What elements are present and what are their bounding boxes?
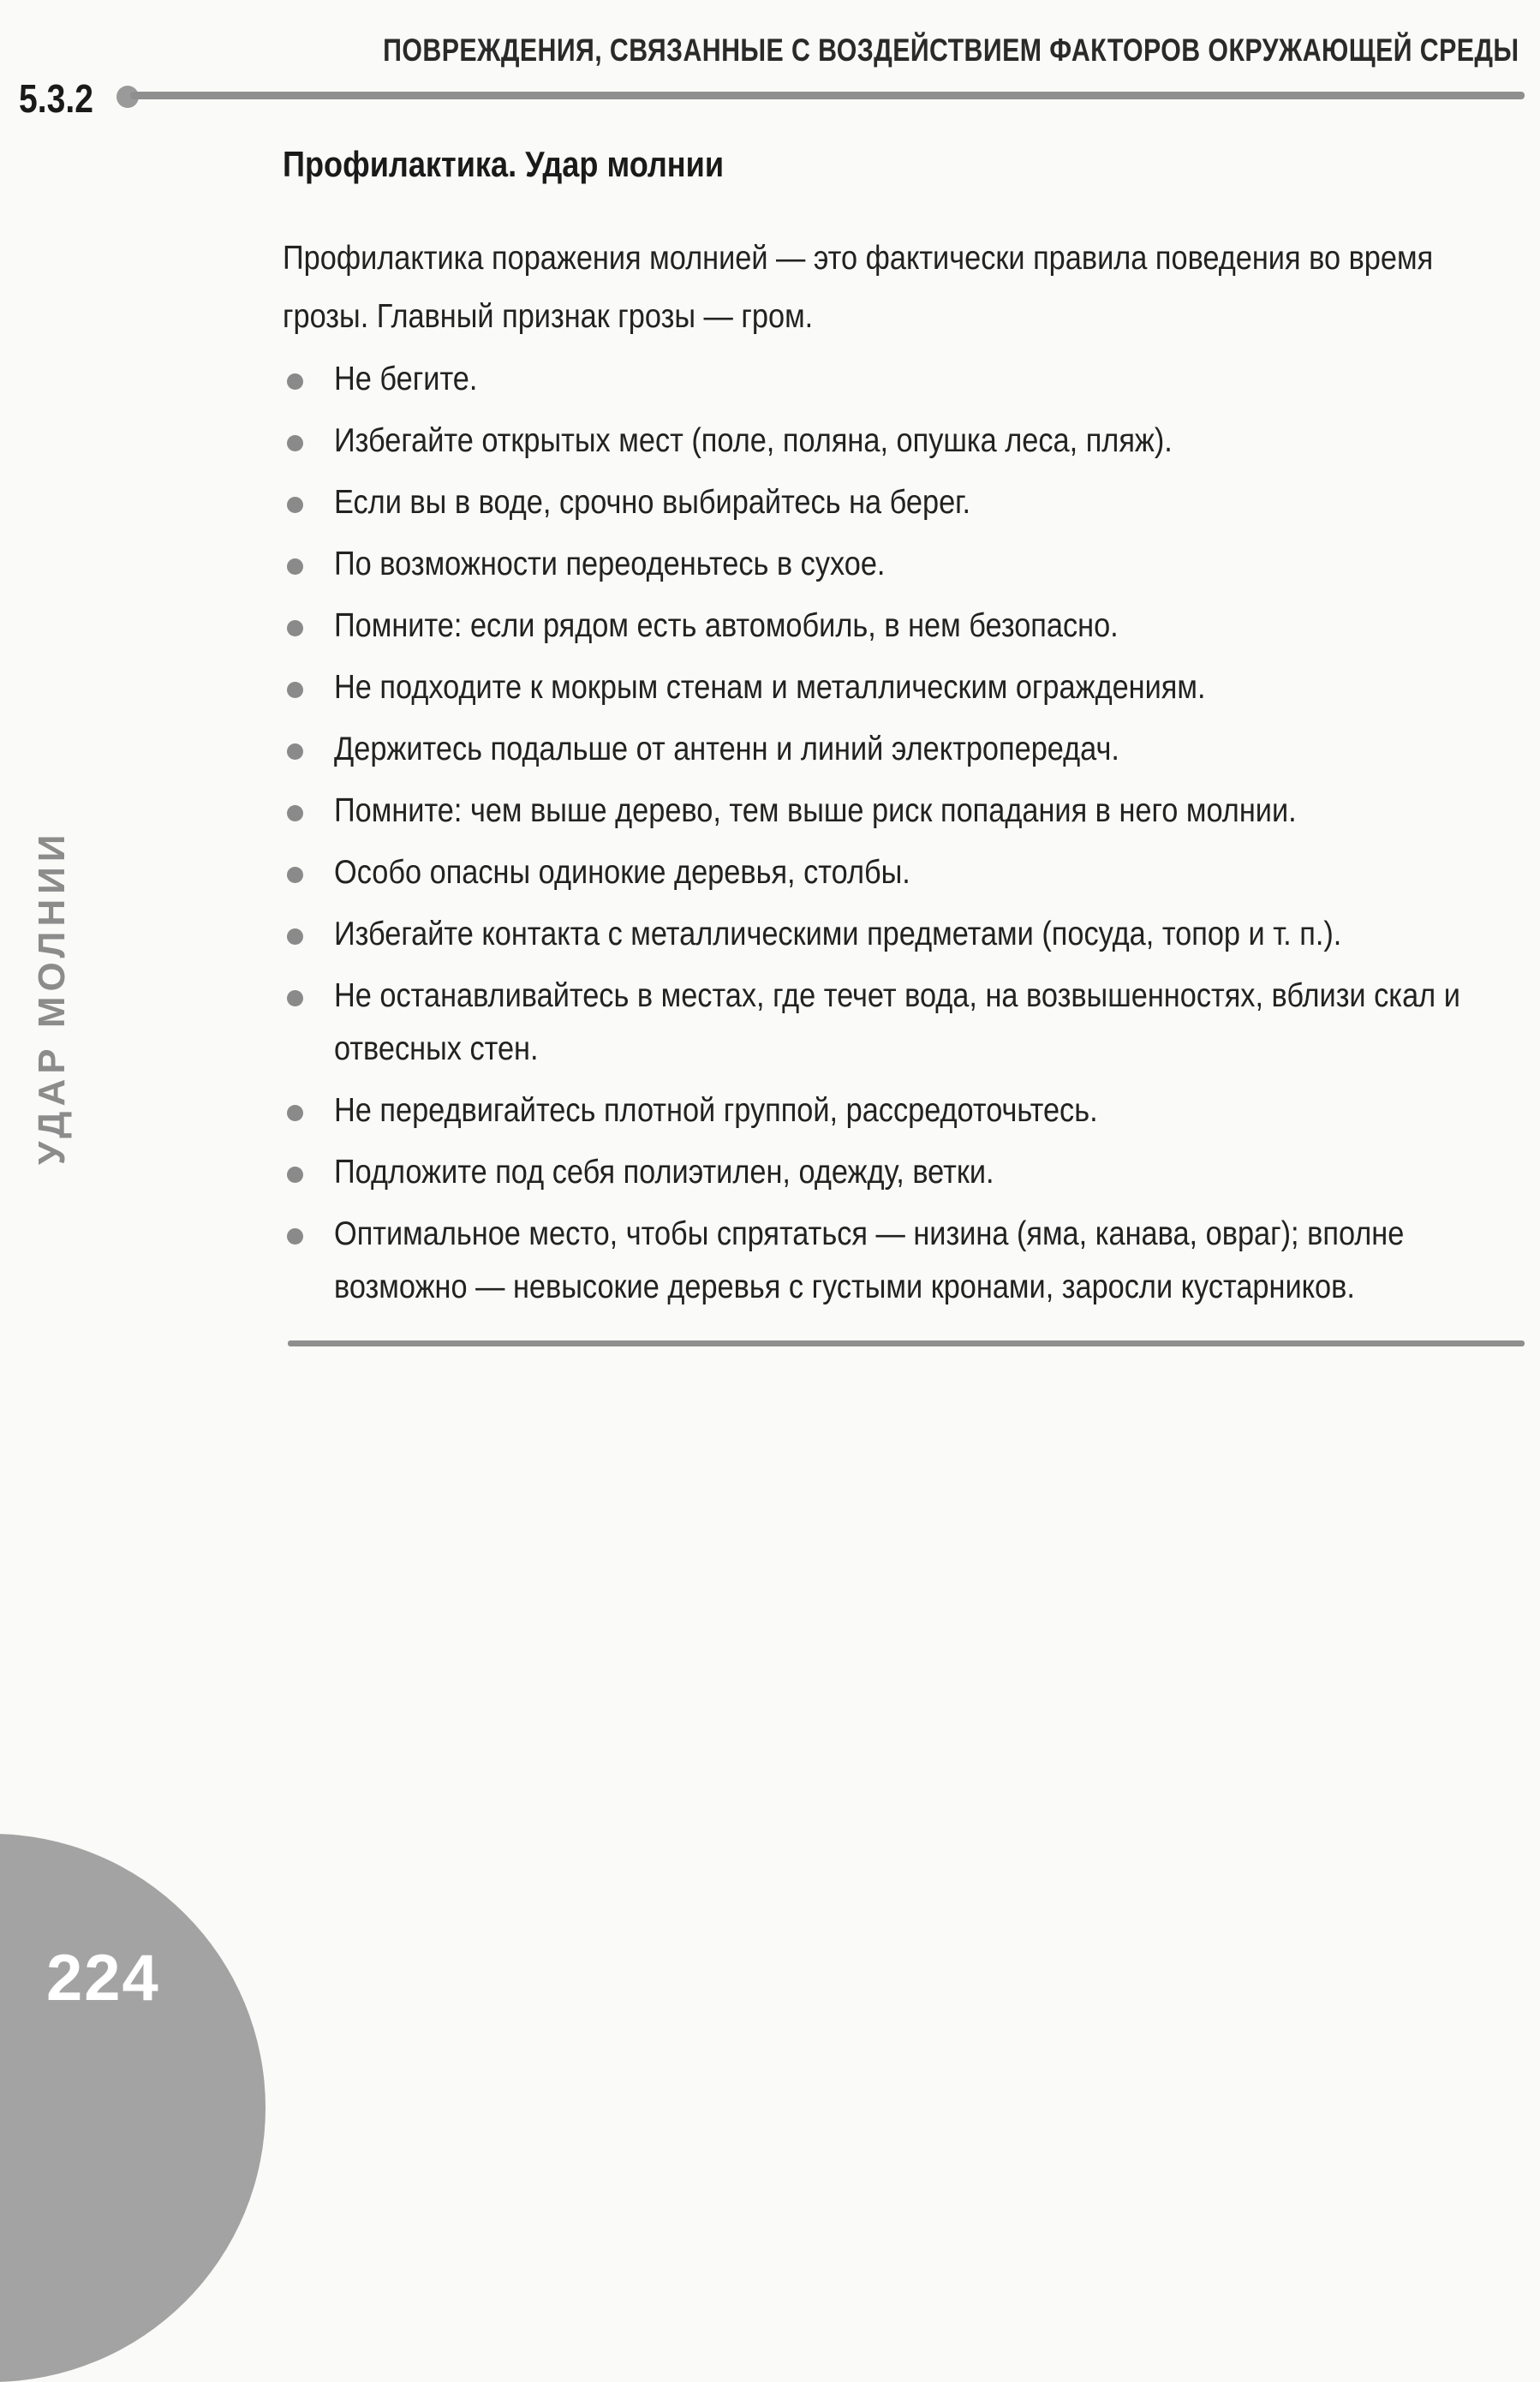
bullet-icon	[287, 805, 303, 821]
bullet-icon	[287, 558, 303, 575]
list-item	[283, 1208, 1525, 1314]
bullet-icon	[287, 1228, 303, 1245]
bullet-icon	[287, 867, 303, 883]
list-item-text: Не передвигайтесь плотной группой, рассредоточьтесь.	[334, 1092, 1098, 1129]
page-number: 224	[46, 1942, 160, 2015]
side-chapter-label: УДАР МОЛНИИ	[31, 829, 73, 1165]
list-item	[283, 661, 1525, 714]
bullet-icon	[287, 1105, 303, 1121]
intro-paragraph: Профилактика поражения молнией — это фактически правила поведения во время грозы. Главный признак грозы — гром.	[283, 240, 1434, 335]
section-number: 5.3.2	[19, 76, 93, 121]
section-heading: Профилактика. Удар молнии	[283, 144, 725, 184]
page-corner-shape	[0, 1834, 266, 2382]
list-item-text: Избегайте открытых мест (поле, поляна, опушка леса, пляж).	[334, 422, 1173, 459]
list-item	[283, 846, 1525, 899]
list-item	[283, 538, 1525, 591]
list-item-text: Особо опасны одинокие деревья, столбы.	[334, 854, 910, 891]
list-item	[283, 908, 1525, 961]
bullet-icon	[287, 743, 303, 760]
list-item-text: Если вы в воде, срочно выбирайтесь на берег.	[334, 484, 971, 521]
bullet-icon	[287, 620, 303, 636]
list-item-text: Держитесь подальше от антенн и линий электропередач.	[334, 731, 1119, 767]
list-item	[283, 970, 1525, 1076]
list-item	[283, 600, 1525, 653]
bullet-icon	[287, 373, 303, 390]
list-item	[283, 353, 1525, 406]
list-item	[283, 1084, 1525, 1137]
list-item-text: Подложите под себя полиэтилен, одежду, ветки.	[334, 1154, 994, 1191]
main-content	[283, 144, 1525, 1322]
list-item	[283, 1146, 1525, 1199]
list-item	[283, 415, 1525, 468]
bullet-icon	[287, 435, 303, 451]
section-end-divider	[288, 1340, 1525, 1346]
list-item-text: Избегайте контакта с металлическими предметами (посуда, топор и т. п.).	[334, 916, 1342, 952]
list-item	[283, 476, 1525, 529]
list-item	[283, 785, 1525, 838]
list-item-text: Оптимальное место, чтобы спрятаться — низина (яма, канава, овраг); вполне возможно — невысокие деревья с густыми кронами, заросли кустарников.	[334, 1215, 1405, 1305]
running-header-title: ПОВРЕЖДЕНИЯ, СВЯЗАННЫЕ С ВОЗДЕЙСТВИЕМ ФАКТОРОВ ОКРУЖАЮЩЕЙ СРЕДЫ	[383, 33, 1519, 68]
list-item-text: Помните: если рядом есть автомобиль, в нем безопасно.	[334, 607, 1119, 644]
list-item-text: По возможности переоденьтесь в сухое.	[334, 546, 886, 582]
bullet-icon	[287, 1167, 303, 1183]
prevention-list	[283, 353, 1525, 1314]
list-item-text: Не останавливайтесь в местах, где течет вода, на возвышенностях, вблизи скал и отвесных стен.	[334, 977, 1460, 1067]
bullet-icon	[287, 497, 303, 513]
list-item-text: Не бегите.	[334, 361, 478, 397]
header-divider	[130, 92, 1525, 99]
list-item-text: Помните: чем выше дерево, тем выше риск попадания в него молнии.	[334, 792, 1297, 829]
list-item	[283, 723, 1525, 776]
bullet-icon	[287, 990, 303, 1006]
bullet-icon	[287, 682, 303, 698]
bullet-icon	[287, 928, 303, 945]
list-item-text: Не подходите к мокрым стенам и металлическим ограждениям.	[334, 669, 1206, 706]
